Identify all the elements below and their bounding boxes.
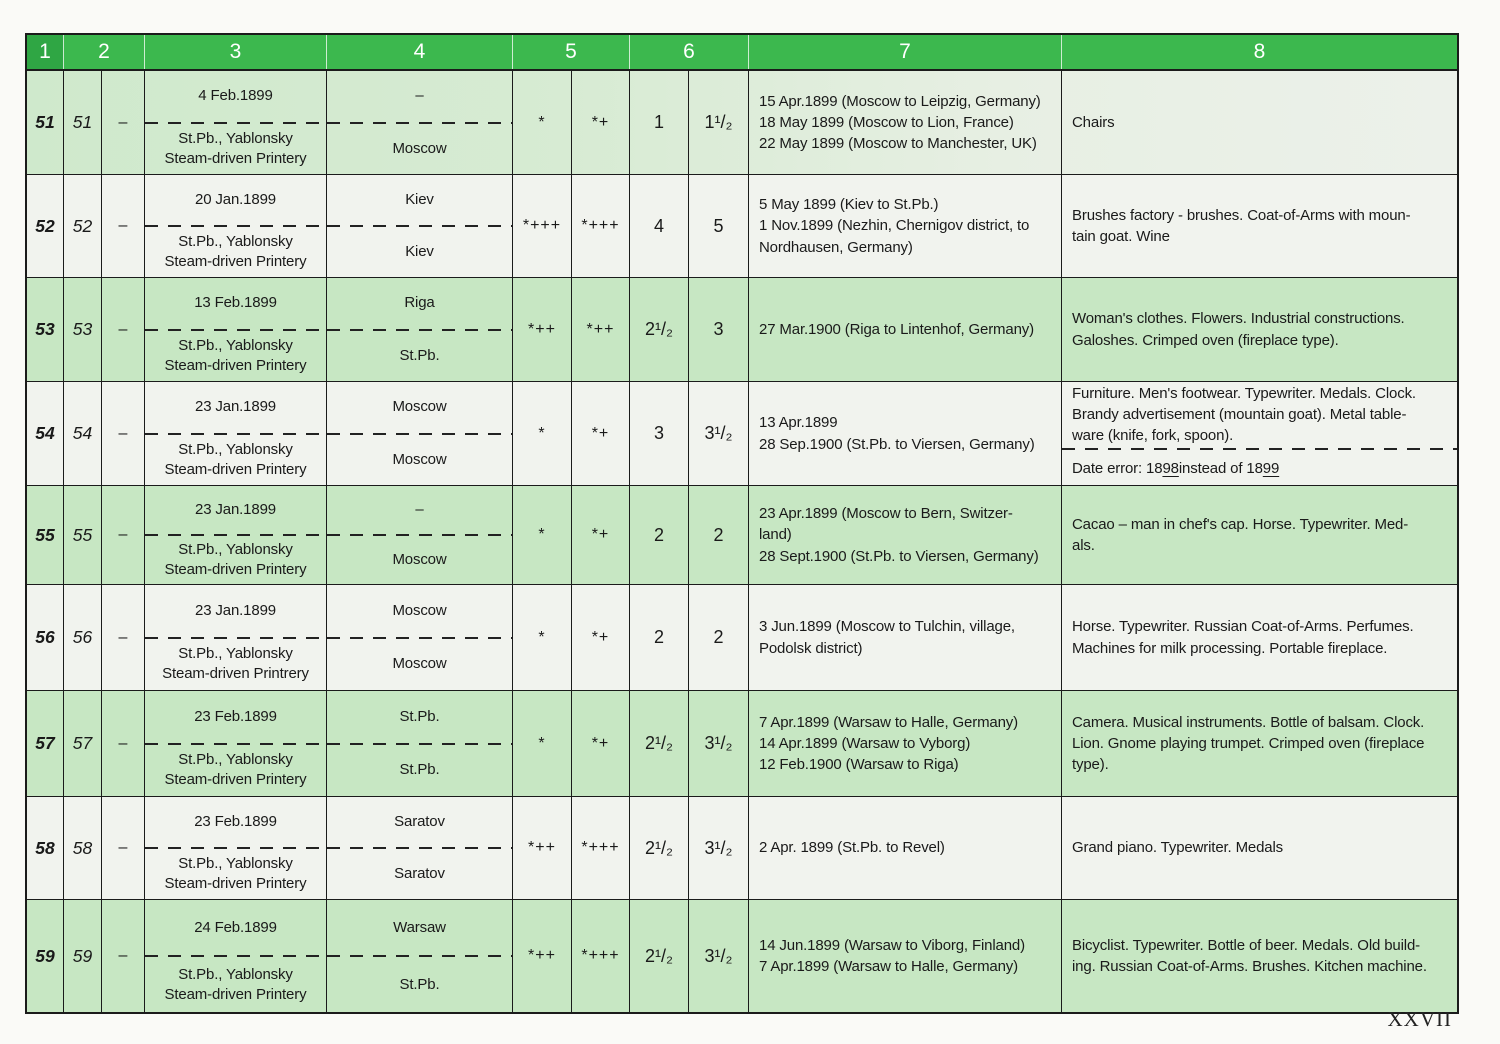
value-1-cell: 2 [630, 585, 689, 690]
value-2-cell: 3 [689, 278, 749, 381]
catalog-number-2-cell: 58 [64, 797, 102, 899]
date-printer-cell-top: 23 Jan.1899 [195, 501, 276, 519]
date-printer-cell-top: 23 Jan.1899 [195, 601, 276, 619]
value-1-cell: 2 [630, 486, 689, 584]
date-printer-cell [145, 585, 327, 690]
rarity-used-cell: *+++ [572, 900, 630, 1012]
catalog-number-cell: 52 [27, 175, 64, 277]
description-cell: Camera. Musical instruments. Bottle of balsam. Clock. Lion. Gnome playing trumpet. Crimped oven (fireplace type). [1072, 713, 1425, 774]
value-2-cell: 3¹/₂ [689, 900, 749, 1012]
header-col-8: 8 [1253, 40, 1266, 63]
date-error-underlined: 99 [1262, 459, 1280, 477]
usage-dates-cell: 13 Apr.1899 28 Sep.1900 (St.Pb. to Viersen, Germany) [749, 382, 1062, 485]
catalog-number-2-cell: 57 [64, 691, 102, 796]
cities-cell-top: Moscow [392, 398, 447, 416]
value-2-cell: 2 [689, 486, 749, 584]
rarity-mint-cell: * [513, 71, 572, 174]
rarity-mint-cell: * [513, 585, 572, 690]
cities-cell-top: Kiev [405, 191, 434, 209]
cities-cell-bottom: Moscow [392, 655, 447, 673]
usage-dates-cell: 14 Jun.1899 (Warsaw to Viborg, Finland) 7 Apr.1899 (Warsaw to Halle, Germany) [749, 900, 1062, 1012]
date-printer-cell-top: 4 Feb.1899 [198, 87, 273, 105]
description-cell: Grand piano. Typewriter. Medals [1072, 839, 1284, 857]
rarity-used-cell: *+++ [572, 797, 630, 899]
description-cell: Chairs [1072, 113, 1115, 131]
table-row-54 [27, 381, 1457, 485]
variant-dash-cell: – [102, 382, 145, 485]
rarity-used-cell: *+ [572, 71, 630, 174]
value-1-cell: 1 [630, 71, 689, 174]
catalog-number-2-cell: 54 [64, 382, 102, 485]
cities-cell-bottom: Kiev [405, 243, 434, 261]
cities-cell-bottom: St.Pb. [399, 975, 440, 993]
date-printer-cell-top: 13 Feb.1899 [194, 294, 277, 312]
table-row-52 [27, 174, 1457, 277]
cities-cell [327, 382, 513, 485]
catalog-number-cell: 57 [27, 691, 64, 796]
table-row-59 [27, 899, 1457, 1012]
cities-cell-top: – [415, 87, 424, 105]
cities-cell-top: Moscow [392, 601, 447, 619]
date-error-note [1062, 450, 1457, 485]
table-row-53 [27, 277, 1457, 381]
rarity-used-cell: *+++ [572, 175, 630, 277]
date-printer-cell-bottom: St.Pb., Yablonsky Steam-driven Printery [164, 336, 307, 374]
date-printer-cell-top: 23 Feb.1899 [194, 813, 277, 831]
rarity-used-cell: *+ [572, 691, 630, 796]
table-row-51 [27, 71, 1457, 174]
date-error-underlined: 98 [1162, 459, 1179, 477]
rarity-mint-cell: *++ [513, 278, 572, 381]
date-printer-cell [145, 486, 327, 584]
rarity-used-cell: *+ [572, 585, 630, 690]
cities-cell-top: Riga [404, 294, 435, 312]
date-printer-cell-bottom: St.Pb., Yablonsky Steam-driven Printery [164, 751, 307, 789]
variant-dash-cell: – [102, 900, 145, 1012]
cities-cell [327, 278, 513, 381]
description-cell: Brushes factory - brushes. Coat-of-Arms with moun- tain goat. Wine [1072, 206, 1411, 245]
usage-dates-cell: 3 Jun.1899 (Moscow to Tulchin, village, Podolsk district) [749, 585, 1062, 690]
value-2-cell: 1¹/₂ [689, 71, 749, 174]
date-error-text: instead of 18 [1178, 459, 1263, 477]
table-header-row [27, 35, 1457, 71]
catalog-number-cell: 53 [27, 278, 64, 381]
description-cell: Woman's clothes. Flowers. Industrial constructions. Galoshes. Crimped oven (fireplace type). [1072, 310, 1405, 349]
page-number: XXVII [1387, 1007, 1452, 1031]
cities-cell-top: – [415, 501, 424, 519]
catalog-number-cell: 56 [27, 585, 64, 690]
table-row-55 [27, 485, 1457, 584]
date-error-text: Date error: 18 [1072, 459, 1163, 477]
cities-cell-top: Warsaw [393, 918, 446, 936]
catalog-number-cell: 58 [27, 797, 64, 899]
value-2-cell: 2 [689, 585, 749, 690]
date-printer-cell-top: 24 Feb.1899 [194, 918, 277, 936]
date-printer-cell [145, 382, 327, 485]
usage-dates-cell: 23 Apr.1899 (Moscow to Bern, Switzer- land) 28 Sept.1900 (St.Pb. to Viersen, Germany) [749, 486, 1062, 584]
table-row-58 [27, 796, 1457, 899]
date-printer-cell-bottom: St.Pb., Yablonsky Steam-driven Printery [164, 855, 307, 892]
catalog-number-2-cell: 55 [64, 486, 102, 584]
header-col-6: 6 [630, 35, 749, 69]
rarity-used-cell: *+ [572, 486, 630, 584]
cities-cell [327, 900, 513, 1012]
catalog-number-2-cell: 52 [64, 175, 102, 277]
variant-dash-cell: – [102, 691, 145, 796]
variant-dash-cell: – [102, 71, 145, 174]
usage-dates-cell: 7 Apr.1899 (Warsaw to Halle, Germany) 14 Apr.1899 (Warsaw to Vyborg) 12 Feb.1900 (Warsaw to Riga) [749, 691, 1062, 796]
value-1-cell: 3 [630, 382, 689, 485]
rarity-mint-cell: * [513, 382, 572, 485]
date-printer-cell-top: 23 Feb.1899 [194, 707, 277, 725]
table-row-56 [27, 584, 1457, 690]
rarity-mint-cell: *++ [513, 797, 572, 899]
catalog-table [25, 33, 1459, 1014]
cities-cell-bottom: Moscow [392, 450, 447, 468]
value-1-cell: 2¹/₂ [630, 691, 689, 796]
date-printer-cell-top: 23 Jan.1899 [195, 398, 276, 416]
cities-cell-bottom: Moscow [392, 139, 447, 157]
catalog-number-cell: 51 [27, 71, 64, 174]
cities-cell [327, 486, 513, 584]
date-printer-cell-bottom: St.Pb., Yablonsky Steam-driven Printrery [162, 645, 309, 683]
value-2-cell: 3¹/₂ [689, 797, 749, 899]
variant-dash-cell: – [102, 797, 145, 899]
catalog-number-cell: 54 [27, 382, 64, 485]
usage-dates-cell: 15 Apr.1899 (Moscow to Leipzig, Germany) 18 May 1899 (Moscow to Lion, France) 22 May 1899 (Moscow to Manchester, UK) [749, 71, 1062, 174]
date-printer-cell-bottom: St.Pb., Yablonsky Steam-driven Printery [164, 965, 307, 1003]
date-printer-cell-bottom: St.Pb., Yablonsky Steam-driven Printery [164, 129, 307, 167]
variant-dash-cell: – [102, 486, 145, 584]
usage-dates-cell: 27 Mar.1900 (Riga to Lintenhof, Germany) [749, 278, 1062, 381]
cities-cell [327, 71, 513, 174]
rarity-used-cell: *+ [572, 382, 630, 485]
header-col-2: 2 [64, 35, 145, 69]
description-cell: Cacao – man in chef's cap. Horse. Typewriter. Med- als. [1072, 515, 1409, 554]
description-cell: Bicyclist. Typewriter. Bottle of beer. Medals. Old build- ing. Russian Coat-of-Arms. Brushes. Kitchen machine. [1072, 936, 1427, 975]
header-col-3: 3 [145, 35, 327, 69]
date-printer-cell-top: 20 Jan.1899 [195, 191, 276, 209]
cities-cell [327, 175, 513, 277]
date-printer-cell-bottom: St.Pb., Yablonsky Steam-driven Printery [164, 233, 307, 270]
date-printer-cell-bottom: St.Pb., Yablonsky Steam-driven Printery [164, 440, 307, 478]
value-1-cell: 2¹/₂ [630, 797, 689, 899]
rarity-mint-cell: * [513, 691, 572, 796]
header-col-4: 4 [327, 35, 513, 69]
date-printer-cell [145, 797, 327, 899]
date-printer-cell [145, 900, 327, 1012]
cities-cell-top: St.Pb. [399, 707, 440, 725]
table-row-57 [27, 690, 1457, 796]
rarity-mint-cell: *+++ [513, 175, 572, 277]
header-col-7: 7 [749, 35, 1062, 69]
catalog-number-cell: 55 [27, 486, 64, 584]
usage-dates-cell: 5 May 1899 (Kiev to St.Pb.) 1 Nov.1899 (Nezhin, Chernigov district, to Nordhausen, Germany) [749, 175, 1062, 277]
variant-dash-cell: – [102, 278, 145, 381]
cities-cell-bottom: Saratov [394, 865, 445, 883]
description-cell: Horse. Typewriter. Russian Coat-of-Arms. Perfumes. Machines for milk processing. Portable fireplace. [1072, 618, 1414, 657]
cities-cell [327, 585, 513, 690]
catalog-number-2-cell: 56 [64, 585, 102, 690]
catalog-number-2-cell: 59 [64, 900, 102, 1012]
date-printer-cell-bottom: St.Pb., Yablonsky Steam-driven Printery [164, 541, 307, 578]
catalog-number-2-cell: 53 [64, 278, 102, 381]
header-col-1: 1 [27, 35, 64, 69]
rarity-mint-cell: * [513, 486, 572, 584]
rarity-mint-cell: *++ [513, 900, 572, 1012]
date-printer-cell [145, 278, 327, 381]
date-printer-cell [145, 691, 327, 796]
catalog-number-2-cell: 51 [64, 71, 102, 174]
date-printer-cell [145, 175, 327, 277]
value-2-cell: 3¹/₂ [689, 691, 749, 796]
value-1-cell: 2¹/₂ [630, 278, 689, 381]
variant-dash-cell: – [102, 175, 145, 277]
rarity-used-cell: *++ [572, 278, 630, 381]
cities-cell [327, 691, 513, 796]
value-2-cell: 3¹/₂ [689, 382, 749, 485]
cities-cell-bottom: St.Pb. [399, 346, 440, 364]
value-1-cell: 4 [630, 175, 689, 277]
value-2-cell: 5 [689, 175, 749, 277]
variant-dash-cell: – [102, 585, 145, 690]
cities-cell-bottom: St.Pb. [399, 761, 440, 779]
header-col-5: 5 [513, 35, 630, 69]
description-cell: Furniture. Men's footwear. Typewriter. Medals. Clock. Brandy advertisement (mountain goat). Metal table- ware (knife, fork, spoon). Date error: 18 98 instead of 18 99 [1062, 382, 1457, 485]
cities-cell-bottom: Moscow [392, 551, 447, 569]
value-1-cell: 2¹/₂ [630, 900, 689, 1012]
table-body [27, 71, 1457, 1012]
date-printer-cell [145, 71, 327, 174]
usage-dates-cell: 2 Apr. 1899 (St.Pb. to Revel) [749, 797, 1062, 899]
cities-cell [327, 797, 513, 899]
cities-cell-top: Saratov [394, 813, 445, 831]
catalog-number-cell: 59 [27, 900, 64, 1012]
